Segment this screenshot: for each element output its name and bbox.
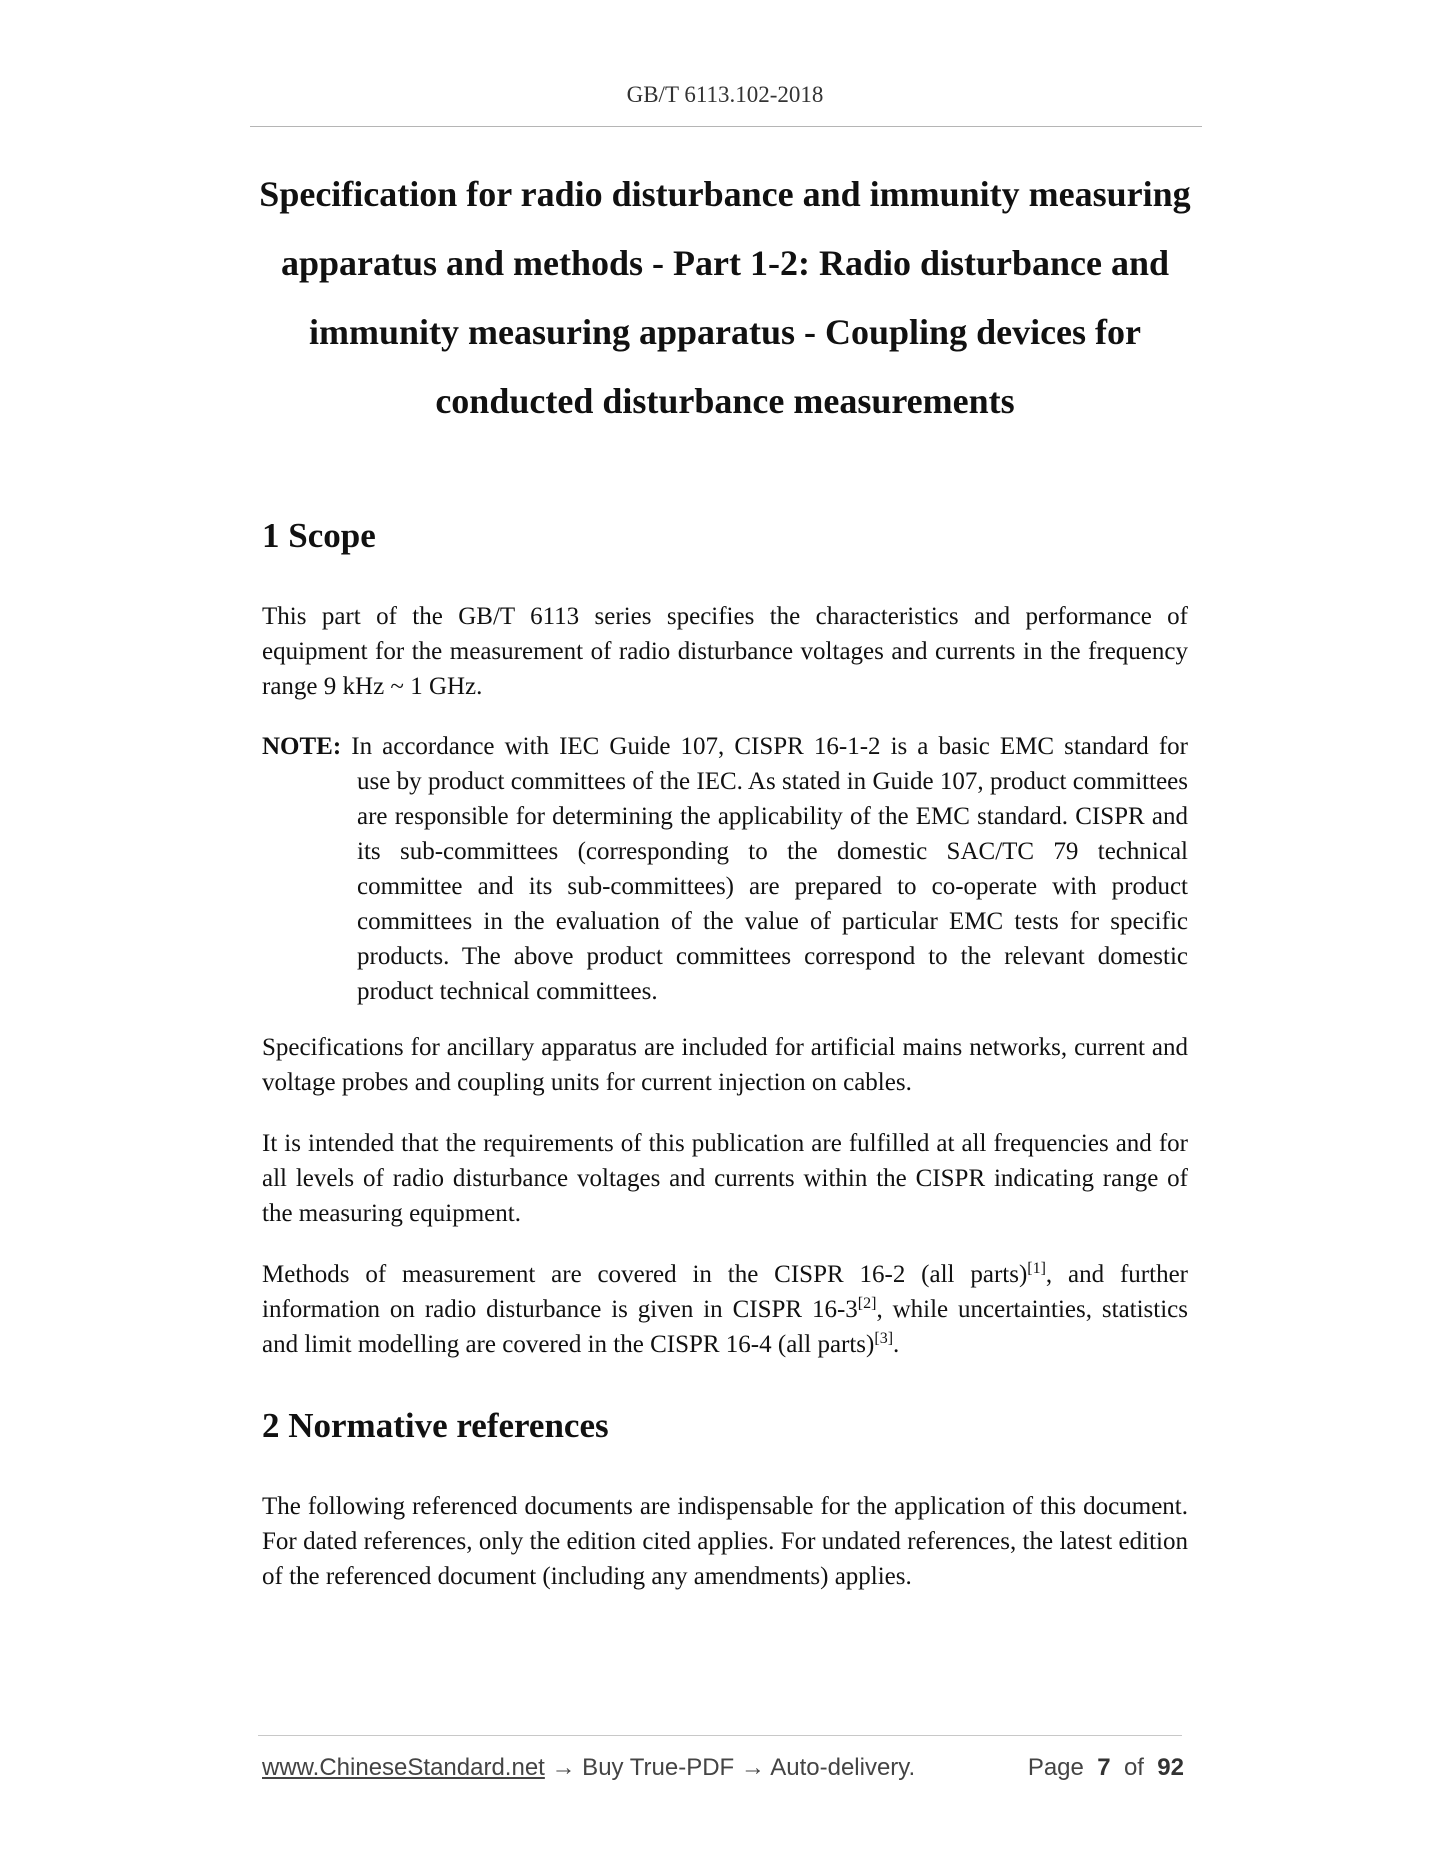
para4-text-b: , and further information on radio disturbance is given in CISPR 16-3 (262, 1261, 1188, 1323)
note-body: use by product committees of the IEC. As stated in Guide 107, product committees are responsible for determining the applicability of the EMC standard. CISPR and its sub-committees (corresponding to the domestic SAC/TC 79 technical committee and its sub-committees) are prepared to co-operate with product committees in the evaluation of the value of particular EMC tests for specific products. The above product committees correspond to the relevant domestic product technical committees. (357, 768, 1188, 1005)
of-label: of (1123, 1754, 1144, 1781)
page-number: 7 (1097, 1754, 1111, 1781)
scope-paragraph-4 (262, 1257, 1188, 1362)
title-line-3: immunity measuring apparatus - Coupling devices for (308, 312, 1142, 352)
running-header: GB/T 6113.102-2018 (626, 82, 824, 107)
section-2-heading: 2 Normative references (262, 1406, 609, 1445)
scope-note (262, 729, 1188, 1009)
header-rule (250, 126, 1202, 127)
para4-text-d: . (893, 1331, 900, 1358)
section-2-heading-block (262, 1405, 1188, 1447)
title-line-1: Specification for radio disturbance and immunity measuring (259, 174, 1191, 214)
footer-promo (262, 1752, 915, 1784)
para4-text-c: , while uncertainties, statistics and limit modelling are covered in the CISPR 16-4 (all parts) (262, 1296, 1188, 1358)
page-label: Page (1027, 1754, 1084, 1781)
note-first-text: In accordance with IEC Guide 107, CISPR 16-1-2 is a basic EMC standard for (351, 733, 1188, 760)
scope-paragraph-2-block (262, 1030, 1188, 1100)
normative-references-paragraph: The following referenced documents are indispensable for the application of this document. For dated references, only the edition cited applies. For undated references, the latest edition of the referenced document (including any amendments) applies. (262, 1493, 1188, 1590)
scope-paragraph-1: This part of the GB/T 6113 series specifies the characteristics and performance of equipment for the measurement of radio disturbance voltages and currents in the frequency range 9 kHz ~ 1 GHz. (262, 603, 1188, 700)
note-first-line (262, 729, 1188, 764)
scope-paragraph-1-block (262, 599, 1188, 704)
footer-promo-text: → Buy True-PDF → Auto-delivery. (544, 1754, 916, 1781)
scope-paragraph-3: It is intended that the requirements of this publication are fulfilled at all frequencies and for all levels of radio disturbance voltages and currents within the CISPR indicating range of the measuring equipment. (262, 1130, 1188, 1227)
footer-rule (258, 1735, 1182, 1736)
reference-2: [2] (857, 1295, 877, 1312)
document-title (250, 160, 1200, 436)
section-1-heading-block (262, 515, 1188, 557)
title-line-4: conducted disturbance measurements (435, 381, 1015, 421)
scope-paragraph-3-block (262, 1126, 1188, 1231)
scope-paragraph-4-block (262, 1257, 1188, 1362)
chinesestandard-link[interactable]: www.ChineseStandard.net (262, 1754, 545, 1781)
section-1-heading: 1 Scope (262, 516, 376, 555)
scope-paragraph-2: Specifications for ancillary apparatus are included for artificial mains networks, current and voltage probes and coupling units for current injection on cables. (262, 1034, 1188, 1096)
reference-3: [3] (874, 1330, 894, 1347)
page-counter (1028, 1752, 1184, 1784)
total-pages: 92 (1157, 1754, 1184, 1781)
reference-1: [1] (1027, 1260, 1046, 1277)
title-line-2: apparatus and methods - Part 1-2: Radio disturbance and (280, 243, 1170, 283)
para4-text-a: Methods of measurement are covered in the CISPR 16-2 (all parts) (262, 1261, 1028, 1288)
normative-references-paragraph-block (262, 1489, 1188, 1594)
note-label: NOTE: (262, 733, 342, 760)
